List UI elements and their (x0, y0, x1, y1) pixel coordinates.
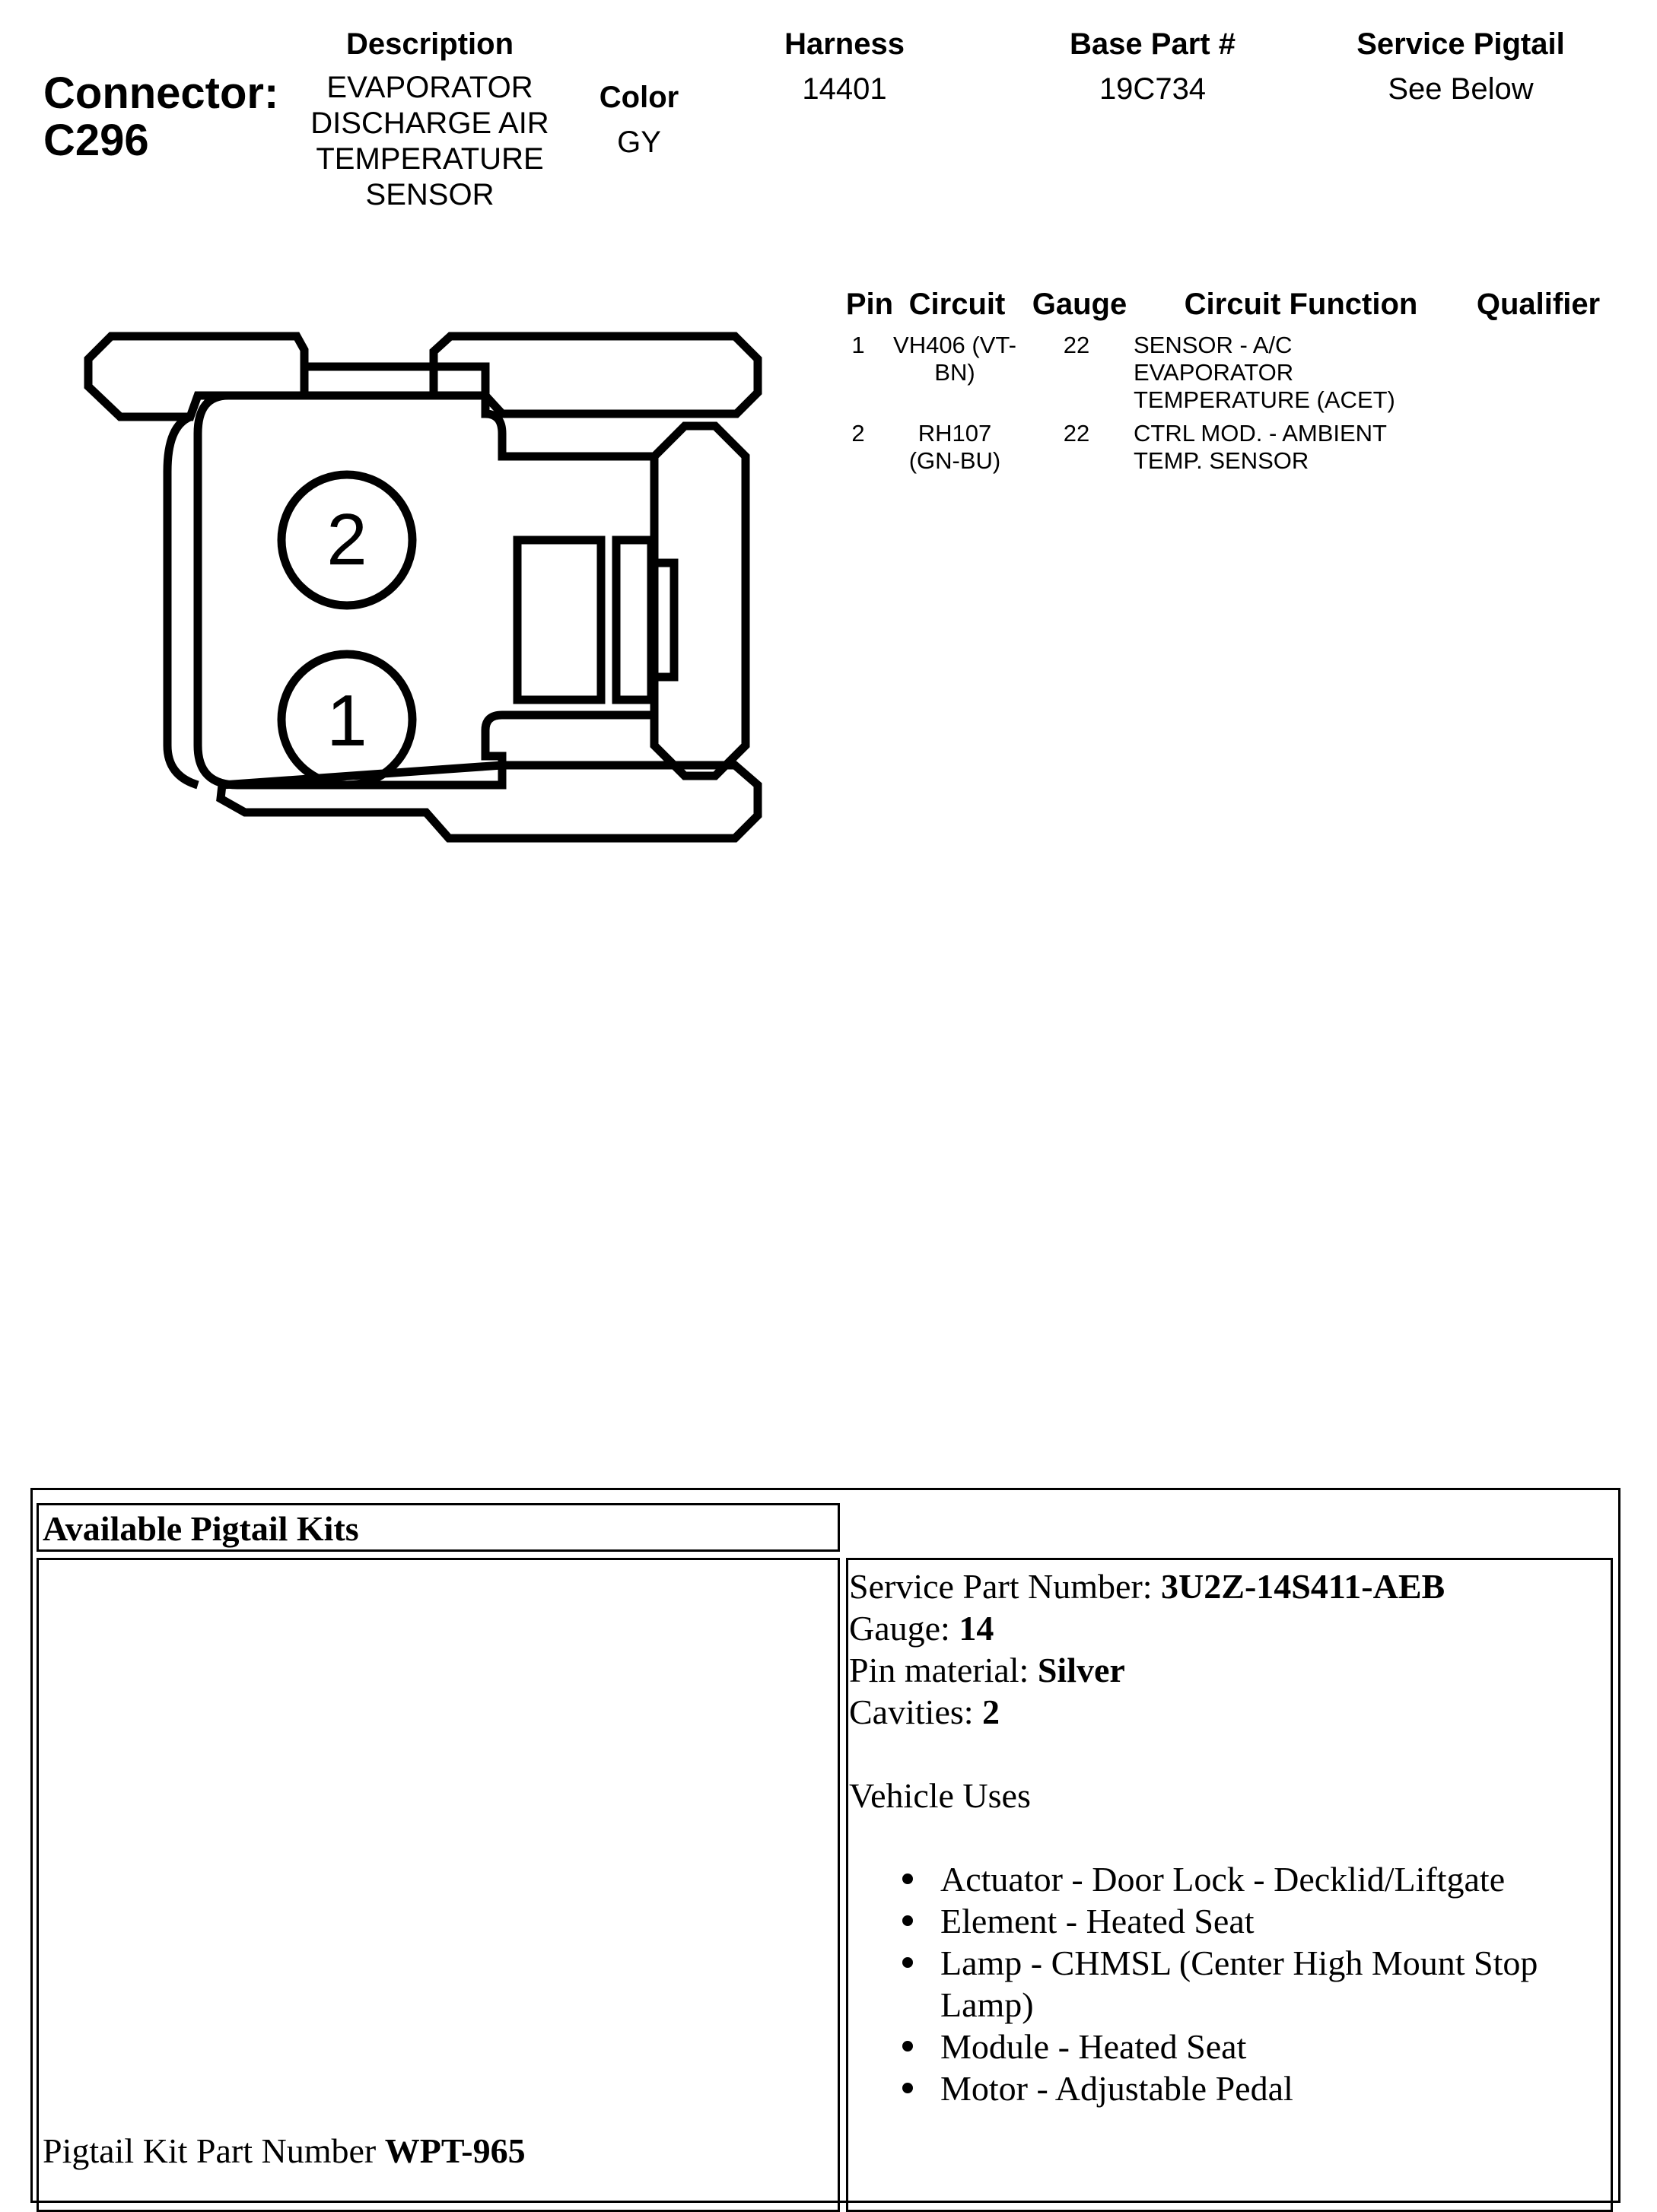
right-latch (654, 426, 746, 776)
table-row-pin: 2 (851, 420, 865, 447)
table-row-pin: 1 (851, 332, 865, 358)
bullet-icon (902, 1915, 913, 1926)
color-header: Color (599, 81, 679, 114)
service-part-value: 3U2Z-14S411-AEB (1161, 1567, 1446, 1606)
description-line: EVAPORATOR (326, 71, 533, 104)
pin-material-value: Silver (1037, 1651, 1125, 1689)
cavities-label: Cavities: (849, 1692, 983, 1731)
kit-number-label: Pigtail Kit Part Number (43, 2131, 385, 2170)
list-item (902, 2067, 1602, 2109)
left-skirt (167, 417, 198, 785)
description-line: TEMPERATURE (316, 142, 544, 176)
gauge-value: 14 (959, 1609, 994, 1648)
latch-tab (651, 563, 674, 677)
vehicle-use-text: Actuator - Door Lock - Decklid/Liftgate (940, 1860, 1506, 1899)
top-left-ear (88, 336, 304, 417)
vehicle-uses-heading: Vehicle Uses (849, 1776, 1031, 1815)
table-row-circuit (890, 332, 1019, 386)
gauge-line (849, 1607, 1610, 1649)
pin-material-label: Pin material: (849, 1651, 1038, 1689)
pigtail-kit-number (43, 2130, 526, 2172)
main-housing (198, 396, 654, 785)
base-part-value: 19C734 (1099, 72, 1207, 106)
bullet-icon (902, 2083, 913, 2093)
top-center-block (304, 367, 434, 396)
vehicle-use-text: Module - Heated Seat (940, 2027, 1247, 2066)
description-header: Description (345, 27, 514, 61)
vehicle-use-text: Lamp - CHMSL (Center High Mount Stop Lamp) (940, 1943, 1538, 2024)
function-line: EVAPORATOR (1134, 359, 1294, 386)
list-item (902, 1858, 1602, 1900)
pigtail-details (849, 1565, 1610, 2109)
cavities-value: 2 (982, 1692, 1000, 1731)
table-row-function (1134, 332, 1453, 414)
function-line: TEMPERATURE (ACET) (1134, 386, 1395, 413)
description-value (281, 70, 578, 213)
service-part-line (849, 1565, 1610, 1607)
function-line: SENSOR - A/C (1134, 332, 1293, 358)
connector-label: Connector: (43, 68, 279, 118)
circuit-line: (GN-BU) (908, 447, 1001, 474)
bullet-icon (902, 1874, 913, 1884)
color-value: GY (617, 126, 661, 159)
function-line: TEMP. SENSOR (1134, 447, 1309, 474)
pin-col-header: Pin (845, 288, 894, 321)
qualifier-col-header: Qualifier (1476, 288, 1601, 321)
table-row-function (1134, 420, 1453, 475)
description-line: DISCHARGE AIR (310, 106, 549, 140)
base-part-header: Base Part # (1070, 27, 1236, 61)
vehicle-use-text: Element - Heated Seat (940, 1902, 1255, 1940)
bottom-ear (221, 765, 758, 838)
service-part-label: Service Part Number: (849, 1567, 1162, 1606)
list-item (902, 1942, 1602, 2026)
gauge-col-header: Gauge (1032, 288, 1127, 321)
circuit-line: BN) (934, 359, 975, 386)
pin-2-label: 2 (326, 499, 367, 580)
pin-1-label: 1 (326, 680, 367, 761)
latch-window-right (616, 540, 651, 700)
function-line: CTRL MOD. - AMBIENT (1134, 420, 1387, 447)
bullet-icon (902, 1957, 913, 1968)
pin-material-line (849, 1649, 1610, 1691)
description-line: SENSOR (365, 178, 495, 211)
vehicle-uses-list (902, 1858, 1602, 2109)
connector-id: C296 (43, 116, 149, 165)
harness-value: 14401 (802, 72, 887, 106)
function-col-header: Circuit Function (1184, 288, 1418, 321)
pigtail-title: Available Pigtail Kits (43, 1509, 359, 1548)
service-pigtail-value: See Below (1388, 72, 1534, 106)
pigtail-left-cell (37, 1558, 840, 2212)
kit-number-value: WPT-965 (384, 2131, 526, 2170)
vehicle-use-text: Motor - Adjustable Pedal (940, 2069, 1293, 2108)
bullet-icon (902, 2041, 913, 2052)
list-item (902, 1900, 1602, 1942)
table-row-gauge: 22 (1063, 420, 1090, 447)
list-item (902, 2026, 1602, 2067)
latch-window-left (517, 540, 601, 700)
table-row-circuit (890, 420, 1019, 475)
service-pigtail-header: Service Pigtail (1356, 27, 1565, 61)
connector-face (76, 319, 776, 898)
harness-header: Harness (784, 27, 905, 61)
table-row-gauge: 22 (1063, 332, 1090, 358)
circuit-col-header: Circuit (908, 288, 1006, 321)
circuit-line: VH406 (VT- (893, 332, 1016, 358)
cavities-line (849, 1691, 1610, 1733)
gauge-label: Gauge: (849, 1609, 959, 1648)
circuit-line: RH107 (918, 420, 992, 447)
